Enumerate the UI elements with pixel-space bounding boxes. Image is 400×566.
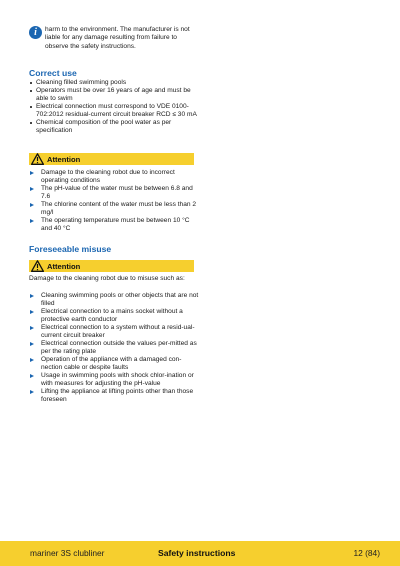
page-footer <box>0 541 400 566</box>
list-item: Electrical connection outside the values per-mitted as per the rating plate <box>29 340 199 356</box>
attention-banner <box>29 153 194 165</box>
list-item: Cleaning filled swimming pools <box>29 79 199 87</box>
list-item: Electrical connection must correspond to VDE 0100-702:2012 residual-current circuit breaker RCD ≤ 30 mA <box>29 103 199 119</box>
footer-page-number: 12 (84) <box>353 548 380 558</box>
list-item: Operators must be over 16 years of age and must be able to swim <box>29 87 199 103</box>
attention-label: Attention <box>47 154 81 164</box>
info-note <box>29 26 199 51</box>
footer-product: mariner 3S clubliner <box>30 548 105 558</box>
attention-list <box>29 169 199 233</box>
attention-banner <box>29 260 194 272</box>
warning-triangle-icon <box>31 153 44 165</box>
list-item: Electrical connection to a mains socket without a protective earth conductor <box>29 308 199 324</box>
list-item: Damage to the cleaning robot due to incorrect operating conditions <box>29 169 199 185</box>
warning-triangle-icon <box>31 260 44 272</box>
list-item: Chemical composition of the pool water as per specification <box>29 119 199 135</box>
misuse-intro: Damage to the cleaning robot due to misuse such as: <box>29 275 185 282</box>
list-item: Electrical connection to a system without a resid-ual-current circuit breaker <box>29 324 199 340</box>
foreseeable-misuse-heading: Foreseeable misuse <box>29 244 112 254</box>
info-note-text: harm to the environment. The manufacturer is not liable for any damage resulting from failure to observe the safety instructions. <box>45 26 190 50</box>
list-item: Usage in swimming pools with shock chlor-ination or with measures for adjusting the pH-value <box>29 372 199 388</box>
misuse-list <box>29 292 199 404</box>
list-item: Cleaning swimming pools or other objects that are not filled <box>29 292 199 308</box>
list-item: The chlorine content of the water must be less than 2 mg/l <box>29 201 199 217</box>
correct-use-heading: Correct use <box>29 68 77 78</box>
list-item: The pH-value of the water must be between 6.8 and 7.6 <box>29 185 199 201</box>
info-icon: i <box>29 26 42 39</box>
attention-label: Attention <box>47 261 81 271</box>
list-item: The operating temperature must be between 10 °C and 40 °C <box>29 217 199 233</box>
list-item: Operation of the appliance with a damaged con-nection cable or despite faults <box>29 356 199 372</box>
list-item: Lifting the appliance at lifting points other than those foreseen <box>29 388 199 404</box>
correct-use-list <box>29 79 199 135</box>
footer-section: Safety instructions <box>158 548 236 558</box>
